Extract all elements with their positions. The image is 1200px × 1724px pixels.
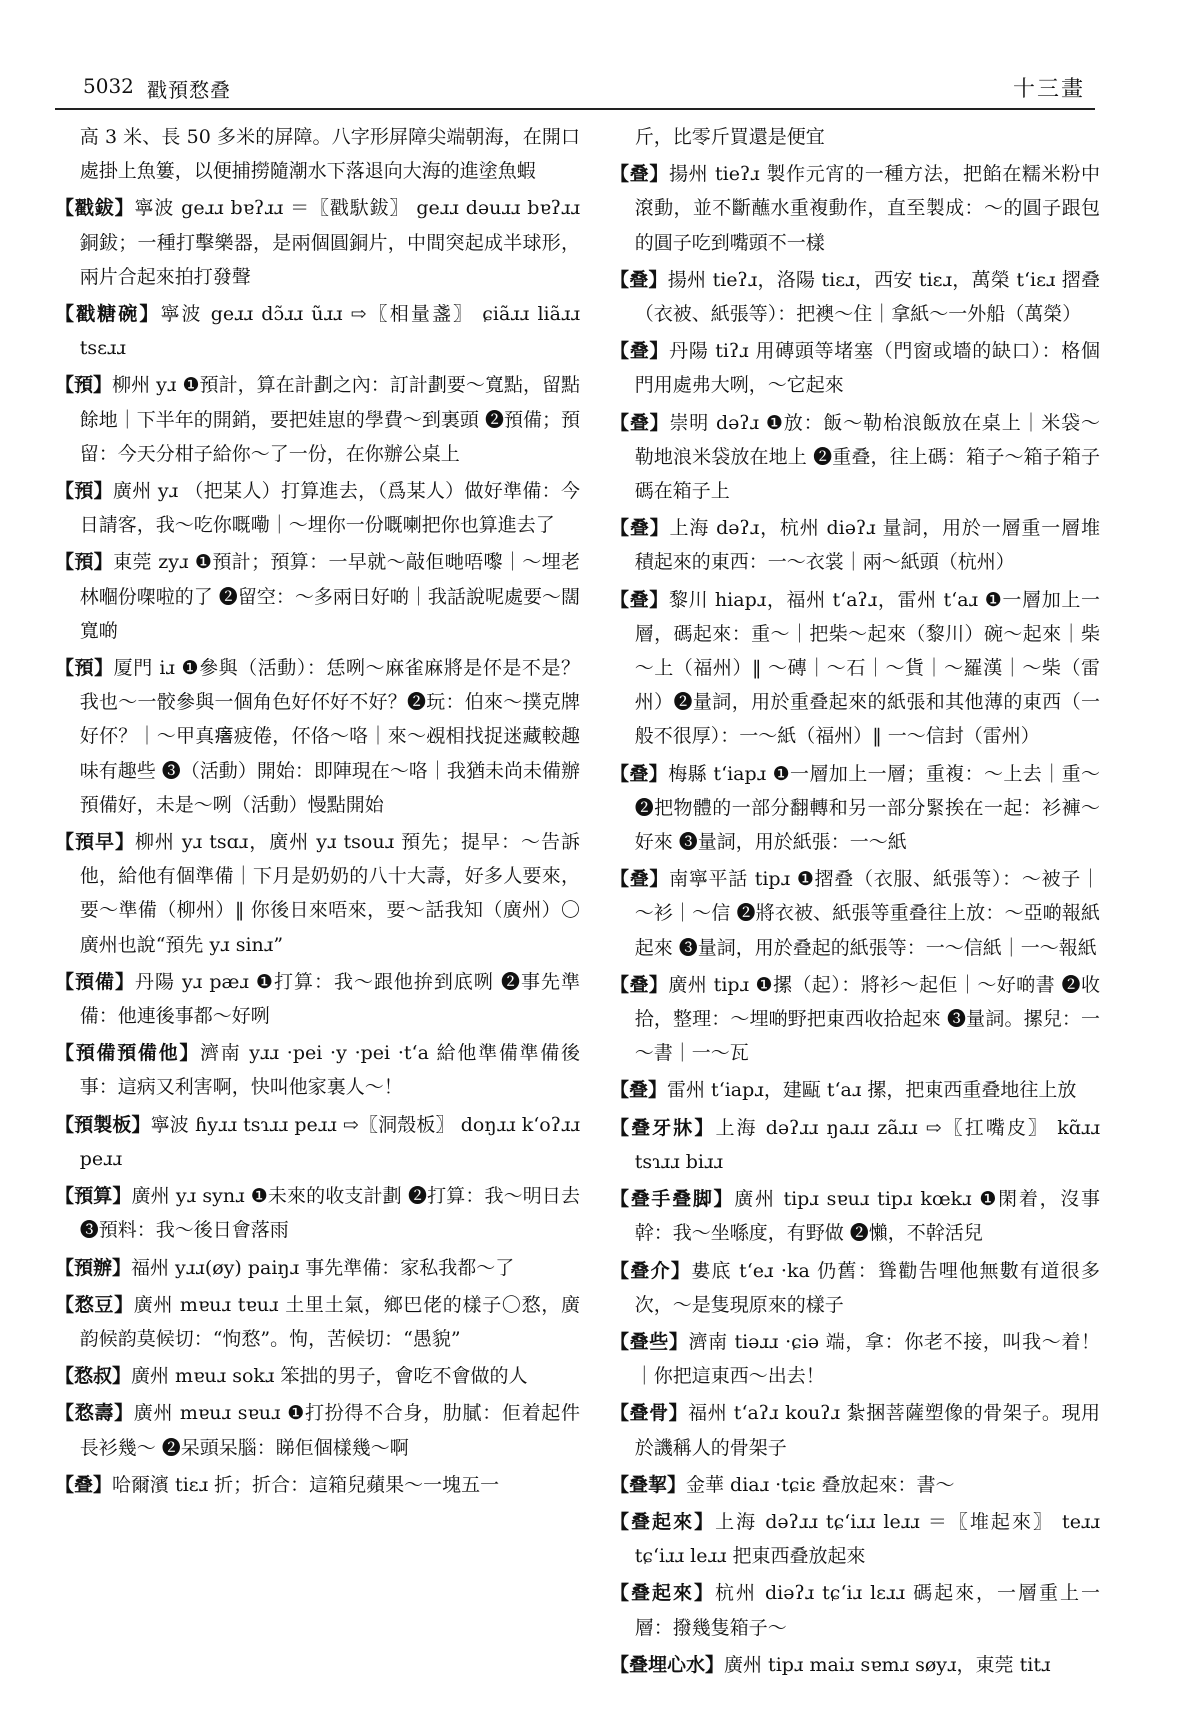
entry-text: 揚州 tieʔɹ，洛陽 tiɛɹ，西安 tiɛɹ，萬榮 tʻiɛɹ 摺叠（衣被、紙張等）：把襖～住｜拿紙～一外船（萬榮） [634,268,1100,326]
entry-text: 廣州 yɹ synɹ ❶未來的收支計劃 ❷打算：我～明日去 ❸預料：我～後日會落雨 [79,1185,580,1242]
entry-text: 金華 diaɹ ·tɕiɛ 叠放起來：書～ [686,1473,955,1496]
left-column [55,120,580,1505]
dictionary-entry [55,1179,580,1247]
dictionary-entry [610,334,1100,402]
dictionary-entry [55,1251,580,1285]
entry-headword: 【叠】 [610,588,669,611]
entry-text: 廣州 mɐuɹ sokɹ 笨拙的男子，會吃不會做的人 [131,1365,528,1388]
dictionary-entry [55,1288,580,1356]
dictionary-entry [55,545,580,648]
dictionary-entry [610,120,1100,154]
dictionary-entry [610,1505,1100,1573]
dictionary-entry [610,263,1100,331]
entry-text: 崇明 dəʔɹ ❶放：飯～勒枱浪飯放在桌上｜米袋～勒地浪米袋放在地上 ❷重叠，往上碼：箱子～箱子箱子碼在箱子上 [634,411,1100,503]
entry-text: 丹陽 tiʔɹ 用磚頭等堵塞（門窗或墻的缺口）：格個門用處弗大咧，～它起來 [634,340,1100,397]
entry-headword: 【叠】 [610,163,669,186]
entry-text: 柳州 yɹ tsɑɹ，廣州 yɹ tsouɹ 預先；提早：～告訴他，給他有個準備｜下月是奶奶的八十大壽，好多人要來，要～準備（柳州）‖ 你後日來唔來，要～話我知（廣州）〇廣州也說“預先 yɹ sinɹ” [79,831,580,956]
entry-headword: 【叠】 [610,268,668,291]
entry-text: 廣州 tipɹ sɐuɹ tipɹ kœkɹ ❶閑着，沒事幹：我～坐喺度，有野做 ❷懶，不幹活兒 [634,1188,1100,1245]
entry-headword: 【叠】 [610,340,670,363]
entry-headword: 【預早】 [55,831,135,854]
entry-headword: 【預備】 [55,970,135,993]
entry-text: 廣州 mɐuɹ sɐuɹ ❶打扮得不合身，肋膩：佢着起件長衫幾～ ❷呆頭呆腦：睇佢個樣幾～啊 [79,1402,580,1459]
entry-text: 黎川 hiapɹ，福州 tʻaʔɹ，雷州 tʻaɹ ❶一層加上一層，碼起來：重～｜把柴～起來（黎川）碗～起來｜柴～上（福州）‖ ～磚｜～石｜～貨｜～羅漢｜～柴（雷州）❷量詞，用於重叠起來的紙張和其他薄的東西（一般不很厚）：一～紙（福州）‖ 一～信封（雷州） [634,588,1100,748]
entry-text: 福州 yɹɹ(øy) paiŋɹ 事先準備：家私我都～了 [131,1256,515,1279]
entry-text: 婁底 tʻeɹ ·ka 仍舊：聳勸告哩他無數有道很多次，～是隻現原來的樣子 [634,1259,1100,1316]
entry-text: 東莞 zyɹ ❶預計；預算：一早就～敲佢哋唔嚟｜～埋老林嗰份㗎啦的了 ❷留空：～多兩日好啲｜我話說呢處要～闊寬啲 [79,551,580,642]
entry-text: 濟南 yɹɹ ·pei ·y ·pei ·tʻa 給他準備準備後事：這病又利害啊，快叫他家裏人～！ [79,1042,580,1099]
dictionary-entry [610,1254,1100,1322]
dictionary-entry [610,157,1100,260]
dictionary-entry [610,1111,1100,1179]
entry-headword: 【叠】 [610,973,669,996]
entry-text: 寧波 geɹɹ dɔ̃ɹɹ ũɹɹ ⇨〖相量盞〗 ɕiãɹɹ liãɹɹ tsɛɹɹ [79,303,580,360]
entry-text: 南寧平話 tipɹ ❶摺叠（衣服、紙張等）：～被子｜～衫｜～信 ❷將衣被、紙張等重叠往上放：～亞啲報紙起來 ❸量詞，用於叠起的紙張等：一～信紙｜一～報紙 [634,868,1100,959]
entry-text: 梅縣 tʻiapɹ ❶一層加上一層；重複：～上去｜重～ ❷把物體的一部分翻轉和另一部分緊挨在一起：衫褲～好來 ❸量詞，用於紙張：一～紙 [634,762,1100,854]
dictionary-entry [610,1325,1100,1393]
page-number: 5032 [83,74,134,98]
entry-text: 杭州 diəʔɹ tɕʻiɹ lɛɹɹ 碼起來，一層重上一層：撥幾隻箱子～ [634,1582,1100,1639]
entry-text: 上海 dəʔɹ，杭州 diəʔɹ 量詞，用於一層重一層堆積起來的東西：一～衣裳｜兩～紙頭（杭州） [634,517,1100,574]
stroke-section: 十三畫 [1012,77,1085,102]
dictionary-entry [610,583,1100,754]
entry-text: 上海 dəʔɹɹ ŋaɹɹ zãɹɹ ⇨〖扛嘴皮〗 kɑ̃ɹɹ tsɿɹɹ biɹɹ [634,1116,1100,1173]
entry-headword: 【叠介】 [610,1259,692,1282]
entry-text: 濟南 tiəɹɹ ·ɕiə 端，拿：你老不接，叫我～着！｜你把這東西～出去！ [634,1330,1100,1388]
dictionary-entry [55,965,580,1033]
dictionary-entry [610,1648,1100,1682]
running-head: 戳預愗叠 [147,78,231,102]
entry-headword: 【預】 [55,551,114,574]
entry-text: 雷州 tʻiapɹ，建甌 tʻaɹ 摞，把東西重叠地往上放 [667,1079,1077,1102]
dictionary-entry [610,1073,1100,1107]
entry-text: 寧波 geɹɹ bɐʔɹɹ ＝〖戳馱鈸〗 geɹɹ dəuɹɹ bɐʔɹɹ 銅鈸；一種打擊樂器，是兩個圓銅片，中間突起成半球形，兩片合起來拍打發聲 [79,197,580,288]
entry-text: 揚州 tieʔɹ 製作元宵的一種方法，把餡在糯米粉中滾動，並不斷蘸水重複動作，直至製成：～的圓子跟包的圓子吃到嘴頭不一樣 [634,163,1100,254]
entry-headword: 【叠牙牀】 [610,1116,716,1139]
entry-headword: 【預】 [55,480,113,503]
entry-headword: 【叠挈】 [610,1473,687,1496]
dictionary-entry [610,1182,1100,1250]
entry-headword: 【愗叔】 [55,1365,132,1388]
entry-headword: 【叠】 [610,517,670,540]
dictionary-entry [610,968,1100,1071]
entry-headword: 【叠起來】 [610,1582,715,1605]
entry-headword: 【預算】 [55,1185,132,1208]
dictionary-entry [55,1468,580,1502]
page-header [55,66,1095,110]
dictionary-entry [610,862,1100,965]
dictionary-entry [55,651,580,822]
entry-headword: 【叠】 [610,762,669,785]
dictionary-entry [55,474,580,542]
entry-text: 高 3 米、長 50 多米的屏障。八字形屏障尖端朝海，在開口處掛上魚簍，以便捕撈隨潮水下落退向大海的進塗魚蝦 [79,126,580,183]
dictionary-entry [610,1468,1100,1502]
dictionary-entry [610,511,1100,579]
entry-headword: 【愗壽】 [55,1402,134,1425]
dictionary-entry [610,1396,1100,1464]
dictionary-entry [55,825,580,962]
entry-text: 廣州 mɐuɹ tɐuɹ 土里土氣，鄉巴佬的樣子〇愗，廣韵候韵莫候切：“怐愗”。怐，苦候切：“愚貌” [79,1293,580,1350]
entry-headword: 【叠埋心水】 [610,1653,725,1676]
dictionary-entry [55,191,580,294]
dictionary-entry [55,1036,580,1104]
entry-headword: 【叠】 [610,411,670,434]
dictionary-entry [55,368,580,471]
entry-headword: 【預】 [55,657,114,680]
entry-text: 厦門 iɹ ❶參與（活動）：恁咧～麻雀麻將是伓是不是？我也～一骹參與一個角色好伓好不好？❷玩：伯來～撲克牌好伓？｜～甲真𤺪疲倦，伓佫～咯｜來～覕相找捉迷藏較趣味有趣些 ❸（活動）開始：即陣現在～咯｜我猶未尚未備辦預備好，未是～咧（活動）慢點開始 [79,657,580,816]
entry-text: 斤，比零斤買還是便宜 [634,126,825,148]
entry-headword: 【叠起來】 [610,1510,716,1533]
dictionary-entry [610,1576,1100,1644]
dictionary-entry [610,406,1100,509]
entry-text: 廣州 tipɹ ❶摞（起）：將衫～起佢｜～好啲書 ❷收拾，整理：～埋啲野把東西收拾起來 ❸量詞。摞兒：一～書｜一～瓦 [634,973,1100,1065]
entry-text: 哈爾濱 tiɛɹ 折；折合：這箱兒蘋果～一塊五一 [112,1473,500,1496]
entry-headword: 【叠】 [55,1473,113,1496]
entry-headword: 【預備預備他】 [55,1042,201,1065]
entry-headword: 【叠】 [610,868,670,891]
entry-headword: 【預辦】 [55,1256,132,1279]
entry-text: 寧波 ɦyɹɹ tsɿɹɹ peɹɹ ⇨〖洞殼板〗 doŋɹɹ kʻoʔɹɹ peɹɹ [79,1113,580,1170]
entry-headword: 【叠些】 [610,1330,689,1353]
entry-text: 福州 tʻaʔɹ kouʔɹ 紮捆菩薩塑像的骨架子。現用於譏稱人的骨架子 [634,1402,1100,1459]
entry-headword: 【戳鈸】 [55,197,135,220]
dictionary-entry [55,297,580,365]
right-column [610,120,1100,1685]
entry-headword: 【叠手叠脚】 [610,1188,735,1211]
entry-text: 上海 dəʔɹɹ tɕʻiɹɹ leɹɹ ＝〖堆起來〗 teɹɹ tɕʻiɹɹ leɹɹ 把東西叠放起來 [634,1510,1100,1568]
dictionary-entry [610,757,1100,860]
entry-headword: 【預】 [55,374,113,397]
dictionary-entry [55,1396,580,1464]
entry-headword: 【預製板】 [55,1113,151,1136]
dictionary-entry [55,120,580,188]
entry-headword: 【戳糖碗】 [55,303,161,326]
dictionary-entry [55,1108,580,1176]
entry-headword: 【愗豆】 [55,1293,134,1316]
entry-text: 丹陽 yɹ pæɹ ❶打算：我～跟他拚到底咧 ❷事先準備：他連後事都～好咧 [79,970,580,1028]
entry-text: 廣州 yɹ （把某人）打算進去，（爲某人）做好準備：今日請客，我～吃你嘅嘞｜～埋你一份嘅喇把你也算進去了 [79,480,580,537]
entry-text: 柳州 yɹ ❶預計，算在計劃之內：訂計劃要～寬點，留點餘地｜下半年的開銷，要把娃崽的學費～到裏頭 ❷預備；預留：今天分柑子給你～了一份，在你辦公桌上 [79,374,580,465]
entry-headword: 【叠骨】 [610,1402,689,1425]
dictionary-entry [55,1359,580,1393]
entry-headword: 【叠】 [610,1079,668,1102]
entry-text: 廣州 tipɹ maiɹ sɐmɹ søyɹ，東莞 titɹ [724,1653,1051,1676]
